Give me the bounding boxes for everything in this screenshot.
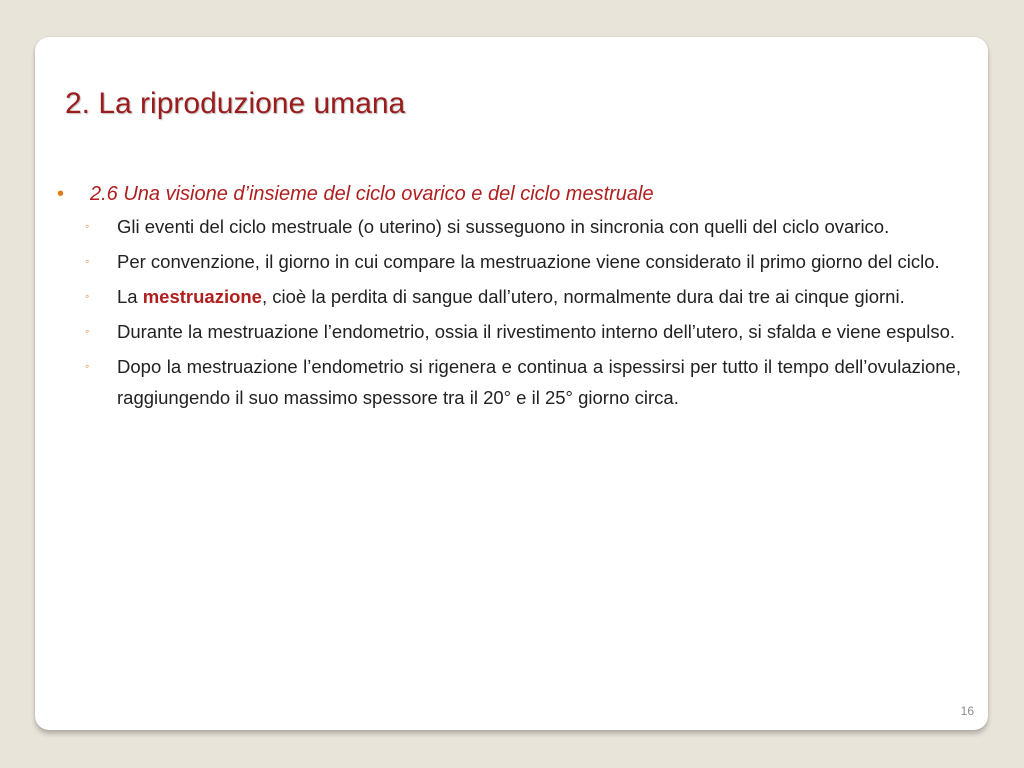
page-number: 16: [960, 704, 974, 718]
slide-title: 2. La riproduzione umana: [65, 87, 406, 120]
sub-bullet-text-prefix: La: [117, 286, 143, 307]
sub-bullet-item: [55, 281, 961, 312]
sub-bullet-text: Per convenzione, il giorno in cui compare la mestruazione viene considerato il primo giorno del ciclo.: [117, 251, 940, 272]
slide-content: [55, 179, 961, 417]
sub-bullet-text: Gli eventi del ciclo mestruale (o uterino) si susseguono in sincronia con quelli del ciclo ovarico.: [117, 216, 890, 237]
ring-bullet-icon: ◦: [85, 359, 90, 373]
highlighted-term: mestruazione: [142, 286, 262, 307]
sub-bullet-item: [55, 316, 961, 347]
sub-bullet-text-suffix: , cioè la perdita di sangue dall’utero, normalmente dura dai tre ai cinque giorni.: [261, 286, 905, 307]
ring-bullet-icon: ◦: [85, 219, 90, 233]
bullet-dot-icon: •: [57, 183, 65, 205]
sub-bullet-text: Durante la mestruazione l’endometrio, ossia il rivestimento interno dell’utero, si sfalda e viene espulso.: [117, 321, 956, 342]
ring-bullet-icon: ◦: [85, 254, 90, 268]
main-bullet-text: 2.6 Una visione d’insieme del ciclo ovarico e del ciclo mestruale: [90, 183, 654, 205]
ring-bullet-icon: ◦: [85, 324, 90, 338]
sub-bullet-item: [55, 351, 961, 413]
sub-bullet-item: [55, 211, 961, 242]
main-bullet: [55, 179, 961, 209]
sub-bullet-list: [55, 211, 961, 413]
slide: [35, 37, 988, 730]
sub-bullet-item: [55, 246, 961, 277]
ring-bullet-icon: ◦: [85, 289, 90, 303]
sub-bullet-text: Dopo la mestruazione l’endometrio si rigenera e continua a ispessirsi per tutto il tempo dell’ovulazione, raggiungendo il suo massimo spessore tra il 20° e il 25° giorno circa.: [117, 356, 961, 408]
